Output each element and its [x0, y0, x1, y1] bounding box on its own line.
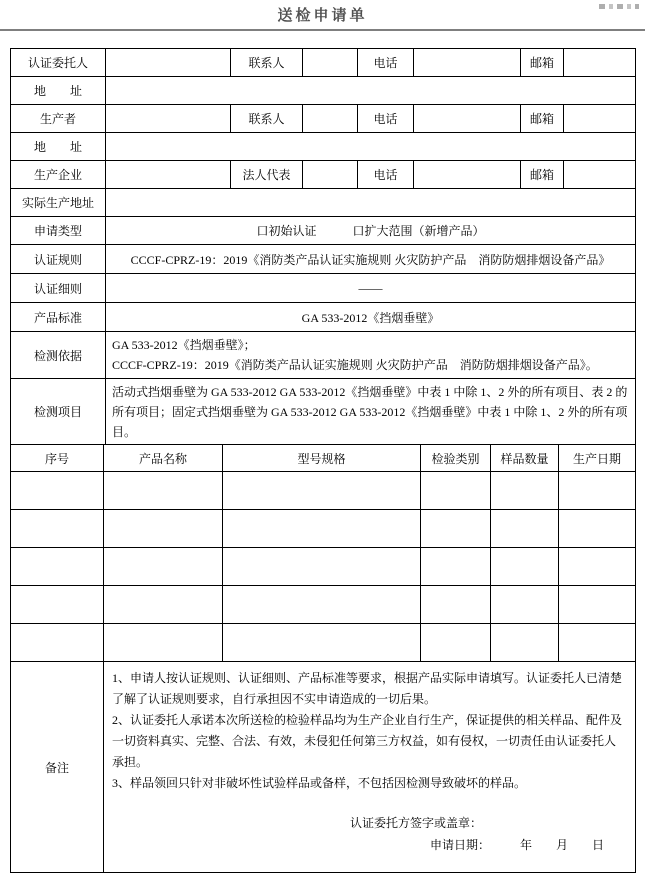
- applicant-input-cell[interactable]: [106, 49, 231, 77]
- product-cell[interactable]: [559, 472, 636, 510]
- address-input-cell[interactable]: [106, 77, 636, 105]
- field-label-test-items: 检测项目: [11, 379, 106, 445]
- cert-detail-value: ——: [106, 274, 636, 303]
- remarks-table: [10, 661, 636, 873]
- application-date-line: 申请日期： 年 月 日: [430, 838, 605, 852]
- column-header-model-spec: 型号规格: [223, 445, 421, 472]
- table-row: [11, 77, 636, 105]
- email-input-cell[interactable]: [564, 161, 636, 189]
- product-cell[interactable]: [421, 510, 491, 548]
- product-cell[interactable]: [11, 586, 104, 624]
- column-header-sample-qty: 样品数量: [491, 445, 559, 472]
- product-cell[interactable]: [104, 586, 223, 624]
- product-cell[interactable]: [223, 548, 421, 586]
- product-cell[interactable]: [559, 624, 636, 662]
- product-cell[interactable]: [491, 624, 559, 662]
- field-label-product-standard: 产品标准: [11, 303, 106, 332]
- product-row: [11, 548, 636, 586]
- table-row: [11, 49, 636, 77]
- products-table: [10, 444, 636, 662]
- remarks-label: 备注: [11, 662, 104, 873]
- product-cell[interactable]: [104, 624, 223, 662]
- product-cell[interactable]: [11, 548, 104, 586]
- product-row: [11, 510, 636, 548]
- table-row: [11, 133, 636, 161]
- product-cell[interactable]: [491, 586, 559, 624]
- application-form: [10, 48, 635, 873]
- product-cell[interactable]: [223, 472, 421, 510]
- product-cell[interactable]: [223, 624, 421, 662]
- product-cell[interactable]: [104, 510, 223, 548]
- field-label-cert-detail: 认证细则: [11, 274, 106, 303]
- field-label-phone: 电话: [358, 161, 414, 189]
- remarks-spacer: [112, 794, 627, 812]
- phone-input-cell[interactable]: [414, 161, 521, 189]
- email-input-cell[interactable]: [564, 105, 636, 133]
- product-cell[interactable]: [11, 624, 104, 662]
- product-row: [11, 586, 636, 624]
- table-row: [11, 161, 636, 189]
- field-label-contact: 联系人: [231, 49, 303, 77]
- products-header-row: [11, 445, 636, 472]
- column-header-inspection-type: 检验类别: [421, 445, 491, 472]
- product-cell[interactable]: [421, 586, 491, 624]
- cert-rule-value: CCCF-CPRZ-19：2019《消防类产品认证实施规则 火灾防护产品 消防防烟排烟设备产品》: [106, 245, 636, 274]
- field-label-email: 邮箱: [521, 105, 564, 133]
- legal-rep-input-cell[interactable]: [303, 161, 358, 189]
- remarks-text: [112, 668, 627, 794]
- signature-label: 认证委托方签字或盖章：: [350, 816, 483, 830]
- contact-input-cell[interactable]: [303, 49, 358, 77]
- page-edge-artifact: [599, 4, 639, 9]
- product-cell[interactable]: [421, 624, 491, 662]
- table-row: [11, 332, 636, 379]
- product-standard-value: GA 533-2012《挡烟垂壁》: [106, 303, 636, 332]
- product-cell[interactable]: [421, 472, 491, 510]
- application-type-options[interactable]: 口初始认证 口扩大范围（新增产品）: [106, 217, 636, 245]
- test-basis-line: CCCF-CPRZ-19：2019《消防类产品认证实施规则 火灾防护产品 消防防烟排烟设备产品》。: [112, 358, 598, 372]
- field-label-phone: 电话: [358, 49, 414, 77]
- field-label-applicant: 认证委托人: [11, 49, 106, 77]
- remarks-row: [11, 662, 636, 873]
- page-title: 送检申请单: [277, 8, 368, 24]
- remarks-content: [104, 662, 636, 873]
- table-row: [11, 303, 636, 332]
- table-row: [11, 245, 636, 274]
- product-row: [11, 472, 636, 510]
- field-label-actual-address: 实际生产地址: [11, 189, 106, 217]
- actual-address-input-cell[interactable]: [106, 189, 636, 217]
- producer-input-cell[interactable]: [106, 105, 231, 133]
- field-label-contact: 联系人: [231, 105, 303, 133]
- manufacturer-input-cell[interactable]: [106, 161, 231, 189]
- product-row: [11, 624, 636, 662]
- remarks-line: 2、认证委托人承诺本次所送检的检验样品均为生产企业自行生产，保证提供的相关样品、配件及一切资料真实、完整、合法、有效，未侵犯任何第三方权益，如有侵权，一切责任由认证委托人承担。: [112, 713, 623, 769]
- field-label-test-basis: 检测依据: [11, 332, 106, 379]
- field-label-email: 邮箱: [521, 49, 564, 77]
- field-label-address: 地 址: [11, 77, 106, 105]
- product-cell[interactable]: [559, 510, 636, 548]
- product-cell[interactable]: [559, 548, 636, 586]
- product-cell[interactable]: [223, 510, 421, 548]
- test-basis-value: [106, 332, 636, 379]
- test-items-paragraph: 活动式挡烟垂壁为 GA 533-2012 GA 533-2012《挡烟垂壁》中表 1 中除 1、2 外的所有项目、表 2 的所有项目；固定式挡烟垂壁为 GA 533-2012 GA 533-2012《挡烟垂壁》中表 1 中除 1、2 外的所有项目。: [112, 384, 628, 439]
- column-header-production-date: 生产日期: [559, 445, 636, 472]
- table-row: [11, 217, 636, 245]
- product-cell[interactable]: [491, 548, 559, 586]
- product-cell[interactable]: [104, 472, 223, 510]
- test-basis-line: GA 533-2012《挡烟垂壁》；: [112, 338, 256, 352]
- field-label-application-type: 申请类型: [11, 217, 106, 245]
- product-cell[interactable]: [421, 548, 491, 586]
- table-row: [11, 274, 636, 303]
- product-cell[interactable]: [491, 510, 559, 548]
- table-row: [11, 379, 636, 445]
- column-header-seq: 序号: [11, 445, 104, 472]
- product-cell[interactable]: [223, 586, 421, 624]
- remarks-line: 3、样品领回只针对非破坏性试验样品或备样，不包括因检测导致破坏的样品。: [112, 776, 527, 790]
- field-label-legal-rep: 法人代表: [231, 161, 303, 189]
- field-label-address: 地 址: [11, 133, 106, 161]
- field-label-email: 邮箱: [521, 161, 564, 189]
- phone-input-cell[interactable]: [414, 105, 521, 133]
- info-table: [10, 48, 636, 445]
- email-input-cell[interactable]: [564, 49, 636, 77]
- contact-input-cell[interactable]: [303, 105, 358, 133]
- product-cell[interactable]: [559, 586, 636, 624]
- address-input-cell[interactable]: [106, 133, 636, 161]
- product-cell[interactable]: [491, 472, 559, 510]
- phone-input-cell[interactable]: [414, 49, 521, 77]
- table-row: [11, 105, 636, 133]
- test-items-value: [106, 379, 636, 445]
- column-header-product-name: 产品名称: [104, 445, 223, 472]
- title-divider: [0, 29, 645, 31]
- field-label-phone: 电话: [358, 105, 414, 133]
- field-label-cert-rule: 认证规则: [11, 245, 106, 274]
- field-label-manufacturer: 生产企业: [11, 161, 106, 189]
- product-cell[interactable]: [11, 510, 104, 548]
- table-row: [11, 189, 636, 217]
- field-label-producer: 生产者: [11, 105, 106, 133]
- product-cell[interactable]: [11, 472, 104, 510]
- product-cell[interactable]: [104, 548, 223, 586]
- remarks-line: 1、申请人按认证规则、认证细则、产品标准等要求，根据产品实际申请填写。认证委托人已清楚了解了认证规则要求，自行承担因不实申请造成的一切后果。: [112, 671, 623, 706]
